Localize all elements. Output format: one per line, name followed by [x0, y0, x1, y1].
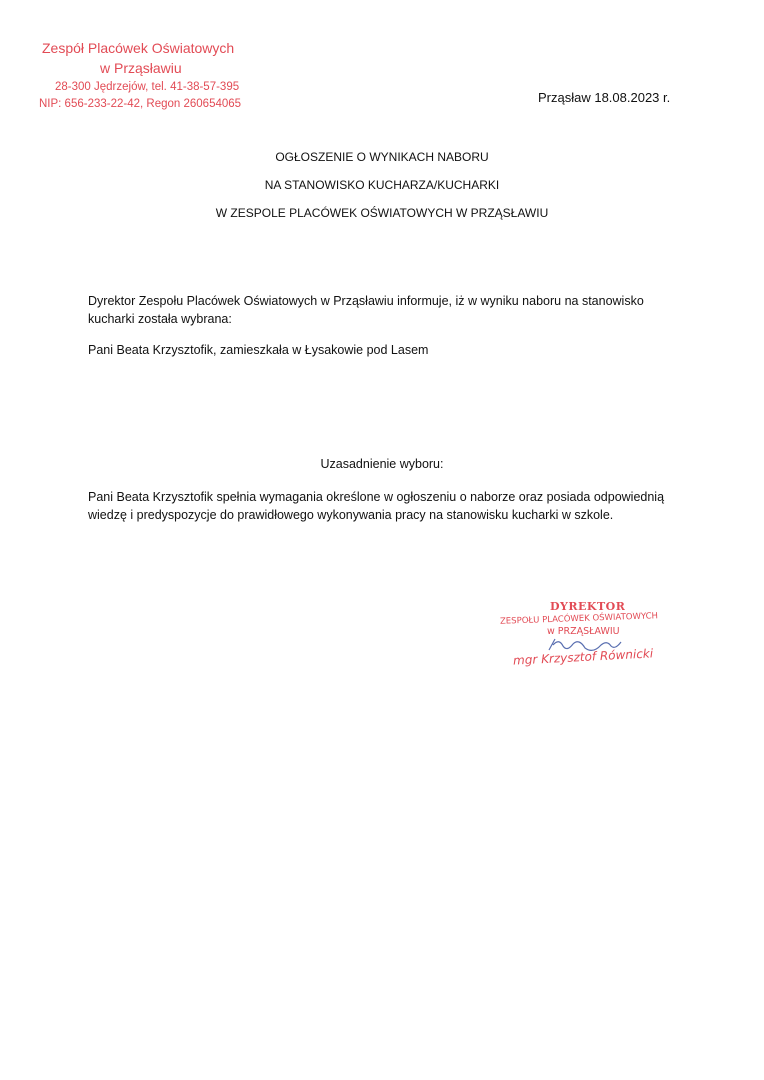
stamp-school-location: w Prząsławiu — [100, 60, 182, 76]
signature-stamp-title: DYREKTOR — [550, 600, 626, 613]
title-line-3: W ZESPOLE PLACÓWEK OŚWIATOWYCH W PRZĄSŁAWIU — [215, 206, 549, 220]
stamp-school-name: Zespół Placówek Oświatowych — [42, 40, 235, 56]
justification-paragraph: Pani Beata Krzysztofik spełnia wymagania określone w ogłoszeniu o naborze oraz posiada odpowiednią wiedzę i predyspozycje do prawidłowego wykonywania pracy na stanowisku kucharki w szkole. — [88, 490, 665, 522]
justification-heading: Uzasadnienie wyboru: — [320, 457, 444, 471]
selected-candidate: Pani Beata Krzysztofik, zamieszkała w Łysakowie pod Lasem — [88, 343, 429, 357]
signature-stamp-location: w PRZĄSŁAWIU — [547, 626, 620, 637]
signature-stamp-institution: ZESPOŁU PLACÓWEK OŚWIATOWYCH — [499, 611, 659, 627]
stamp-tax-ids: NIP: 656-233-22-42, Regon 260654065 — [39, 98, 242, 110]
signature-stamp-name: mgr Krzysztof Równicki — [512, 646, 654, 668]
stamp-address: 28-300 Jędrzejów, tel. 41-38-57-395 — [55, 81, 240, 93]
title-line-2: NA STANOWISKO KUCHARZA/KUCHARKI — [264, 178, 500, 192]
document-date: Prząsław 18.08.2023 r. — [538, 90, 671, 105]
director-signature-stamp — [495, 600, 685, 670]
announcement-paragraph: Dyrektor Zespołu Placówek Oświatowych w Prząsławiu informuje, iż w wyniku naboru na stanowisko kucharki została wybrana: — [88, 294, 644, 326]
title-line-1: OGŁOSZENIE O WYNIKACH NABORU — [275, 150, 489, 164]
